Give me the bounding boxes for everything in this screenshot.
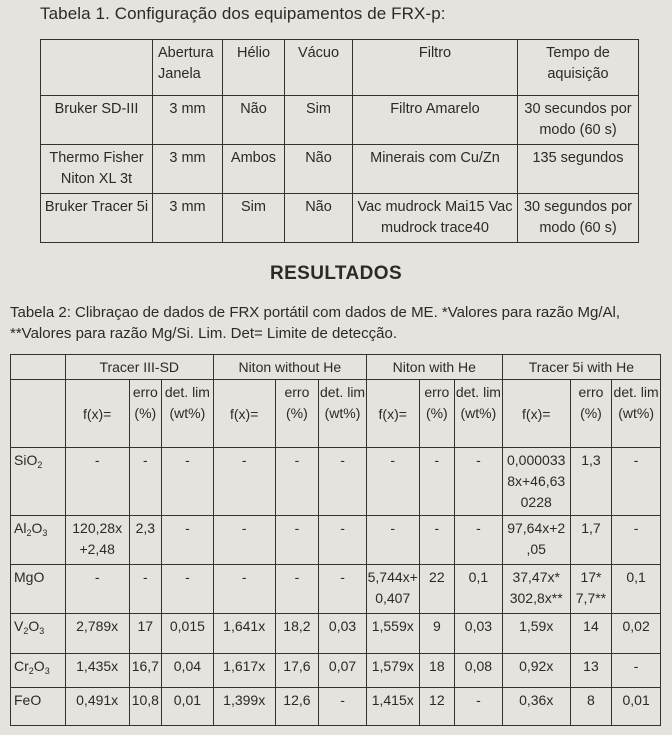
- table-row: [41, 194, 639, 243]
- table2-subheader-cell: erro (%): [129, 380, 161, 448]
- table2-cell: 37,47x* 302,8x**: [502, 565, 570, 614]
- table1-header-cell: Filtro: [353, 40, 518, 96]
- table2-cell: -: [419, 448, 454, 516]
- table2-cell: 97,64x+2 ,05: [502, 516, 570, 565]
- group-tracer-5i-with-he: Tracer 5i with He: [502, 355, 660, 380]
- table2-cell: -: [213, 516, 275, 565]
- table2-cell: 1,7: [570, 516, 612, 565]
- table1-header-cell: Hélio: [223, 40, 285, 96]
- table-row: [11, 565, 661, 614]
- group-niton-with-he: Niton with He: [366, 355, 502, 380]
- table2-cell: -: [129, 565, 161, 614]
- table1-caption: Tabela 1. Configuração dos equipamentos de FRX-p:: [40, 4, 446, 23]
- table2-cell: 1,415x: [366, 688, 419, 726]
- table2-cell: 0,1: [455, 565, 503, 614]
- table1-cell: Sim: [223, 194, 285, 243]
- table2-cell: 22: [419, 565, 454, 614]
- table2-cell: 13: [570, 654, 612, 688]
- table1-cell: Ambos: [223, 145, 285, 194]
- table-row: [41, 96, 639, 145]
- table2-cell: -: [319, 565, 367, 614]
- table-row: [41, 145, 639, 194]
- table2-cell: 17* 7,7**: [570, 565, 612, 614]
- table2-cell: 1,559x: [366, 614, 419, 654]
- table1-cell: Não: [285, 145, 353, 194]
- table2-cell: 0,92x: [502, 654, 570, 688]
- group-tracer-iii-sd: Tracer III-SD: [65, 355, 213, 380]
- table2-cell: -: [319, 688, 367, 726]
- table2-cell: -: [275, 565, 319, 614]
- table2-cell: -: [455, 516, 503, 565]
- table2-cell: 0,02: [612, 614, 661, 654]
- table2-cell: -: [65, 565, 129, 614]
- table2-cell: 120,28x +2,48: [65, 516, 129, 565]
- table2-subheader-cell: f(x)=: [65, 380, 129, 448]
- table2-cell: 2,789x: [65, 614, 129, 654]
- table1-cell: Bruker SD-III: [41, 96, 153, 145]
- table-row: [11, 654, 661, 688]
- calibration-table: [10, 354, 661, 726]
- table2-subheader-cell: f(x)=: [502, 380, 570, 448]
- table2-row-label-header: [11, 380, 66, 448]
- table1-cell: Não: [285, 194, 353, 243]
- table2-cell: 16,7: [129, 654, 161, 688]
- table2-subheader-cell: f(x)=: [366, 380, 419, 448]
- table2-cell: -: [162, 448, 214, 516]
- table-row: [11, 614, 661, 654]
- table2-cell: -: [275, 448, 319, 516]
- table-row: [11, 516, 661, 565]
- table2-cell: 17: [129, 614, 161, 654]
- table2-caption: Tabela 2: Clibraçao de dados de FRX portátil com dados de ME. *Valores para razão Mg/Al, **Valores para razão Mg/Si. Lim. Det= Limite de detecção.: [10, 304, 621, 342]
- table1-header-cell: Vácuo: [285, 40, 353, 96]
- table1-header-row: [41, 40, 639, 96]
- table2-cell: 1,59x: [502, 614, 570, 654]
- table2-cell: 1,435x: [65, 654, 129, 688]
- table2-cell: 10,8: [129, 688, 161, 726]
- table2-cell: 2,3: [129, 516, 161, 565]
- table2-cell: 1,641x: [213, 614, 275, 654]
- table2-cell: 0,491x: [65, 688, 129, 726]
- table1-cell: Sim: [285, 96, 353, 145]
- table2-cell: -: [612, 448, 661, 516]
- table2-cell: -: [213, 448, 275, 516]
- table1-cell: Thermo Fisher Niton XL 3t: [41, 145, 153, 194]
- table2-cell: 0,01: [612, 688, 661, 726]
- table2-subheader-cell: det. lim (wt%): [612, 380, 661, 448]
- table2-cell: 12,6: [275, 688, 319, 726]
- table1-cell: 30 secundos por modo (60 s): [518, 96, 639, 145]
- table2-cell: -: [319, 516, 367, 565]
- table1-cell: Minerais com Cu/Zn: [353, 145, 518, 194]
- oxide-label: $Cr_2O_3$: [11, 654, 66, 688]
- table2-cell: 1,399x: [213, 688, 275, 726]
- table2-cell: -: [455, 688, 503, 726]
- table1-cell: Filtro Amarelo: [353, 96, 518, 145]
- table-row: [11, 448, 661, 516]
- table2-cell: 1,617x: [213, 654, 275, 688]
- table2-cell: -: [612, 654, 661, 688]
- table2-cell: 0,1: [612, 565, 661, 614]
- table1-header-cell: Tempo de aquisição: [518, 40, 639, 96]
- table2-cell: -: [366, 448, 419, 516]
- table2-cell: 9: [419, 614, 454, 654]
- table1-cell: 30 segundos por modo (60 s): [518, 194, 639, 243]
- table2-cell: -: [366, 516, 419, 565]
- table2-group-row: [11, 355, 661, 380]
- equipment-config-table: [40, 39, 639, 243]
- table2-cell: 1,3: [570, 448, 612, 516]
- table1-cell: 3 mm: [153, 96, 223, 145]
- table2-subheader-cell: erro (%): [570, 380, 612, 448]
- table1-header-cell: Abertura Janela: [153, 40, 223, 96]
- table2-cell: -: [213, 565, 275, 614]
- table2-subheader-cell: erro (%): [419, 380, 454, 448]
- table2-cell: 5,744x+ 0,407: [366, 565, 419, 614]
- oxide-label: $V_2O_3$: [11, 614, 66, 654]
- table2-cell: -: [612, 516, 661, 565]
- table2-cell: -: [162, 516, 214, 565]
- table2-cell: 12: [419, 688, 454, 726]
- oxide-label: SiO$_2$: [11, 448, 66, 516]
- oxide-label: MgO: [11, 565, 66, 614]
- table2-cell: -: [129, 448, 161, 516]
- table2-cell: 0,08: [455, 654, 503, 688]
- table2-subheader-cell: det. lim (wt%): [455, 380, 503, 448]
- table2-cell: -: [65, 448, 129, 516]
- table2-cell: 0,03: [319, 614, 367, 654]
- table2-subheader-cell: f(x)=: [213, 380, 275, 448]
- table1-cell: 3 mm: [153, 145, 223, 194]
- table2-subheader-cell: det. lim (wt%): [162, 380, 214, 448]
- table2-cell: 0,01: [162, 688, 214, 726]
- table2-subheader-row: [11, 380, 661, 448]
- table2-cell: -: [319, 448, 367, 516]
- table2-subheader-cell: erro (%): [275, 380, 319, 448]
- oxide-label: $Al_2O_3$: [11, 516, 66, 565]
- table1-cell: Vac mudrock Mai15 Vac mudrock trace40: [353, 194, 518, 243]
- section-heading: RESULTADOS: [269, 263, 403, 284]
- table2-cell: 8: [570, 688, 612, 726]
- table2-cell: 0,04: [162, 654, 214, 688]
- table2-cell: -: [275, 516, 319, 565]
- table2-cell: 0,07: [319, 654, 367, 688]
- table2-cell: -: [162, 565, 214, 614]
- group-niton-without-he: Niton without He: [213, 355, 366, 380]
- table2-cell: 0,36x: [502, 688, 570, 726]
- table2-subheader-cell: det. lim (wt%): [319, 380, 367, 448]
- table2-corner-cell: [11, 355, 66, 380]
- table2-cell: 14: [570, 614, 612, 654]
- table2-cell: 18: [419, 654, 454, 688]
- table1-cell: 3 mm: [153, 194, 223, 243]
- table2-cell: 1,579x: [366, 654, 419, 688]
- table2-cell: -: [419, 516, 454, 565]
- table1-header-cell: [41, 40, 153, 96]
- table1-cell: Bruker Tracer 5i: [41, 194, 153, 243]
- table2-cell: 17,6: [275, 654, 319, 688]
- table2-cell: 0,000033 8x+46,63 0228: [502, 448, 570, 516]
- table2-cell: 0,03: [455, 614, 503, 654]
- table2-cell: 0,015: [162, 614, 214, 654]
- table2-cell: -: [455, 448, 503, 516]
- table1-cell: Não: [223, 96, 285, 145]
- oxide-label: FeO: [11, 688, 66, 726]
- table-row: [11, 688, 661, 726]
- table2-cell: 18,2: [275, 614, 319, 654]
- table1-cell: 135 segundos: [518, 145, 639, 194]
